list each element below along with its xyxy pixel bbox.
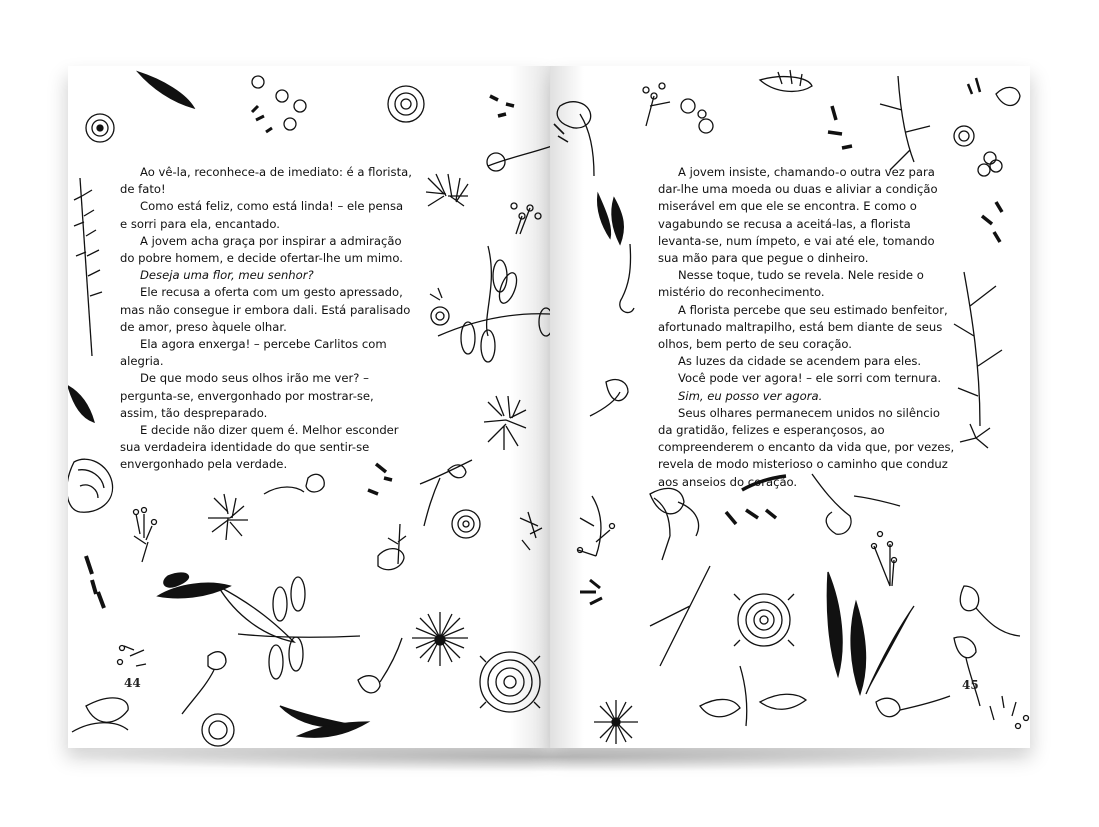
paragraph: A florista percebe que seu estimado benfeitor, afortunado maltrapilho, está bem diante de seus olhos, bem perto de seu coração. [658, 302, 948, 352]
paragraph: A jovem insiste, chamando-o outra vez para dar-lhe uma moeda ou duas e aliviar a condição miserável em que ele se encontra. E como o vagabundo se recusa a aceitá-las, a florista levanta-se, num ímpeto, e vai até ele, tomando sua mão para que pegue o dinheiro. [658, 165, 938, 266]
page-number-left: 44 [124, 676, 141, 690]
page-number-right: 45 [962, 678, 979, 692]
paragraph-italic [658, 388, 958, 405]
paragraph: A jovem acha graça por inspirar a admiração do pobre homem, e decide ofertar-lhe um mimo. [120, 233, 403, 266]
left-page [68, 66, 550, 748]
paragraph: Ele recusa a oferta com um gesto apressado, mas não consegue ir embora dali. Está paralisado de amor, preso àquele olhar. [120, 285, 411, 334]
paragraph: As luzes da cidade se acendem para eles. [678, 354, 922, 369]
paragraph: Ao vê-la, reconhece-a de imediato: é a florista, de fato! [120, 165, 412, 197]
italic-text: Deseja uma flor, meu senhor? [140, 268, 314, 283]
paragraph: Seus olhares permanecem unidos no silêncio da gratidão, felizes e esperançosos, ao compreenderem o encanto da vida que, por vezes, revela de modo misterioso o caminho que conduz aos anseios do coração. [658, 405, 955, 489]
gutter-shadow-right [550, 66, 584, 748]
paragraph: De que modo seus olhos irão me ver? – pergunta-se, envergonhado por mostrar-se, assim, tão despreparado. [120, 371, 374, 420]
paragraph: E decide não dizer quem é. Melhor esconder sua verdadeira identidade do que sentir-se envergonhado pela verdade. [120, 423, 399, 472]
right-page [550, 66, 1030, 748]
paragraph-italic [120, 267, 412, 284]
left-page-text [120, 164, 412, 474]
paragraph: Nesse toque, tudo se revela. Nele reside o mistério do reconhecimento. [658, 268, 924, 300]
paragraph: Como está feliz, como está linda! – ele pensa e sorri para ela, encantado. [120, 199, 404, 231]
italic-text: Sim, eu posso ver agora. [678, 388, 823, 403]
paragraph: Você pode ver agora! – ele sorri com ternura. [678, 371, 942, 386]
right-page-text [658, 164, 958, 491]
paragraph: Ela agora enxerga! – percebe Carlitos com alegria. [120, 337, 387, 369]
gutter-shadow-left [510, 66, 550, 748]
